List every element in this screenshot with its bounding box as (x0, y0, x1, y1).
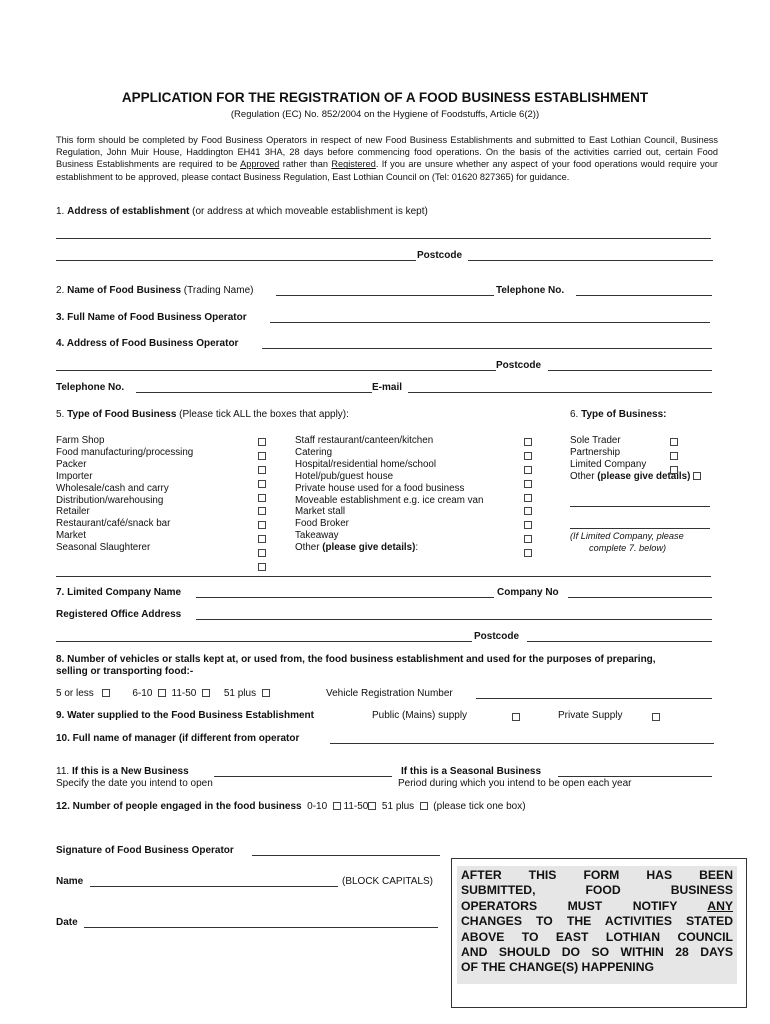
q2-telephone-field[interactable] (576, 295, 712, 296)
notice-box (451, 858, 747, 1008)
checkbox[interactable] (524, 480, 532, 488)
list-item: Other (please give details): (295, 542, 419, 554)
list-item: Packer (56, 458, 87, 470)
date-label: Date (56, 917, 78, 928)
checkbox[interactable] (670, 466, 678, 474)
q1-address-line-1[interactable] (56, 238, 711, 239)
checkbox[interactable] (258, 535, 266, 543)
q10-label: 10. Full name of manager (if different from operator (56, 733, 300, 744)
list-item: Staff restaurant/canteen/kitchen (295, 435, 434, 446)
q7-office-address-line-2[interactable] (56, 641, 472, 642)
q6-other-details-line-2[interactable] (570, 528, 710, 529)
q5-col2-checkboxes (524, 438, 532, 563)
q11-seasonal-period-field[interactable] (558, 776, 712, 777)
q4-email-label: E-mail (372, 382, 403, 393)
checkbox[interactable] (524, 507, 532, 515)
q4-postcode-label: Postcode (496, 360, 542, 371)
q5-label: 5. Type of Food Business (Please tick ALL the boxes that apply): (56, 409, 349, 420)
list-item: Hospital/residential home/school (295, 458, 437, 470)
q6-checkboxes (670, 438, 678, 480)
checkbox[interactable] (258, 438, 266, 446)
q7-office-address-line-1[interactable] (196, 619, 712, 620)
list-item: Catering (295, 446, 333, 458)
list-item: Food Broker (295, 518, 349, 530)
q8-label-1: 8. Number of vehicles or stalls kept at, or used from, the food business establishment and used for the purposes of preparing, (56, 654, 656, 665)
q11-seasonal-label: If this is a Seasonal Business (401, 766, 542, 777)
q11-label: 11. If this is a New Business (56, 766, 189, 777)
q9-private-label: Private Supply (558, 710, 623, 721)
q6-note-1: (If Limited Company, please (570, 531, 684, 541)
name-label: Name (56, 876, 84, 887)
list-item: Market (56, 530, 86, 542)
q4-postcode-field[interactable] (548, 370, 712, 371)
checkbox[interactable] (258, 452, 266, 460)
q7-company-no-label: Company No (497, 587, 559, 598)
q8-label-2: selling or transporting food:- (56, 666, 194, 677)
q6-label: 6. Type of Business: (570, 409, 667, 420)
list-item: Hotel/pub/guest house (295, 470, 394, 482)
checkbox[interactable] (524, 549, 532, 557)
checkbox[interactable] (524, 535, 532, 543)
checkbox[interactable] (258, 494, 266, 502)
checkbox[interactable] (258, 466, 266, 474)
q1-postcode-field[interactable] (468, 260, 713, 261)
checkbox[interactable] (258, 549, 266, 557)
q6-business-types (570, 435, 701, 483)
form-title: APPLICATION FOR THE REGISTRATION OF A FOOD BUSINESS ESTABLISHMENT (121, 90, 649, 105)
q9-public-label: Public (Mains) supply (372, 710, 468, 721)
q11-period-text: Period during which you intend to be open each year (398, 778, 632, 789)
list-item: Market stall (295, 506, 346, 518)
signature-field[interactable] (252, 855, 440, 856)
q1-address-line-2[interactable] (56, 260, 416, 261)
q4-address-line-2[interactable] (56, 370, 496, 371)
list-item: Other (please give details) (570, 471, 701, 483)
intro-paragraph: This form should be completed by Food Business Operators in respect of new Food Business Establishments and submitted to East Lothian Council, Business Regulation, John Muir House, Haddington EH41 3HA, 28 days before commencing food operations. On the basis of the activities carried out, certain Food Business Establishments are required to be Approved rather than Registered. If you are unsure whether any aspect of your food operations would require your establishment to be approved, please contact Business Regulation, East Lothian Council on (Tel: 01620 827365) for guidance. (56, 135, 718, 182)
list-item: Food manufacturing/processing (56, 446, 194, 458)
list-item: Moveable establishment e.g. ice cream van (295, 494, 484, 506)
q7-label: 7. Limited Company Name (56, 587, 182, 598)
q7-company-name-field[interactable] (196, 597, 494, 598)
list-item: Takeaway (295, 530, 339, 542)
q5-col1-checkboxes (258, 438, 266, 577)
checkbox[interactable] (524, 466, 532, 474)
q2-label: 2. Name of Food Business (Trading Name) (56, 285, 254, 296)
q3-label: 3. Full Name of Food Business Operator (56, 312, 247, 323)
list-item: Private house used for a food business (295, 482, 465, 494)
q8-vehicle-reg-field[interactable] (476, 698, 712, 699)
q4-email-field[interactable] (408, 392, 712, 393)
q2-trading-name-field[interactable] (276, 295, 494, 296)
checkbox[interactable] (524, 452, 532, 460)
checkbox[interactable] (420, 802, 428, 810)
q10-manager-name-field[interactable] (330, 743, 714, 744)
checkbox[interactable] (262, 689, 270, 697)
q8-vehicle-reg-label: Vehicle Registration Number (326, 688, 453, 699)
q3-operator-name-field[interactable] (270, 322, 710, 323)
date-field[interactable] (84, 927, 438, 928)
checkbox[interactable] (368, 802, 376, 810)
q8-options: 5 or less 6-10 11-50 51 plus (56, 688, 270, 699)
q9-public-checkbox[interactable] (512, 713, 520, 721)
signature-label: Signature of Food Business Operator (56, 845, 234, 856)
q6-other-details-line-1[interactable] (570, 506, 710, 507)
q4-telephone-label: Telephone No. (56, 382, 125, 393)
q9-label: 9. Water supplied to the Food Business Establishment (56, 710, 314, 721)
list-item: Sole Trader (570, 435, 621, 446)
form-subtitle: (Regulation (EC) No. 852/2004 on the Hygiene of Foodstuffs, Article 6(2)) (230, 109, 540, 120)
list-item: Partnership (570, 446, 621, 458)
list-item: Restaurant/café/snack bar (56, 518, 171, 530)
q6-note-2: complete 7. below) (589, 543, 667, 553)
block-capitals-note: (BLOCK CAPITALS) (342, 876, 433, 887)
q5-other-details-line[interactable] (56, 576, 711, 577)
checkbox[interactable] (524, 521, 532, 529)
q9-private-checkbox[interactable] (652, 713, 660, 721)
q4-telephone-field[interactable] (136, 392, 372, 393)
q7-postcode-label: Postcode (474, 631, 520, 642)
list-item: Distribution/warehousing (56, 494, 164, 506)
checkbox[interactable] (670, 438, 678, 446)
checkbox[interactable] (258, 563, 266, 571)
list-item: Farm Shop (56, 435, 105, 446)
q4-label: 4. Address of Food Business Operator (56, 338, 239, 349)
list-item: Seasonal Slaughterer (56, 542, 151, 554)
checkbox[interactable] (258, 521, 266, 529)
checkbox[interactable] (333, 802, 341, 810)
q12-row: 12. Number of people engaged in the food business 0-10 11-50 51 plus (please tick one box) (56, 801, 526, 812)
q7-office-label: Registered Office Address (56, 609, 182, 620)
notice-text: AFTER THIS FORM HAS BEEN SUBMITTED, FOOD BUSINESS OPERATORS MUST NOTIFY ANY CHANGES TO THE ACTIVITIES STATED ABOVE TO EAST LOTHIAN COUNCIL AND SHOULD DO SO WITHIN 28 DAYS OF THE CHANGE(S) HAPPENING (457, 866, 737, 984)
checkbox[interactable] (102, 689, 110, 697)
checkbox[interactable] (670, 452, 678, 460)
name-field[interactable] (90, 886, 338, 887)
checkbox[interactable] (258, 480, 266, 488)
checkbox[interactable] (524, 494, 532, 502)
list-item: Importer (56, 470, 93, 482)
checkbox[interactable] (524, 438, 532, 446)
q5-business-types-col1 (56, 435, 193, 554)
q7-postcode-field[interactable] (527, 641, 712, 642)
checkbox[interactable] (158, 689, 166, 697)
q7-company-no-field[interactable] (568, 597, 712, 598)
list-item: Wholesale/cash and carry (56, 482, 169, 494)
q2-telephone-label: Telephone No. (496, 285, 565, 296)
checkbox[interactable] (258, 507, 266, 515)
q1-label: 1. Address of establishment (or address at which moveable establishment is kept) (56, 206, 428, 217)
list-item: Retailer (56, 506, 90, 518)
list-item: Limited Company (570, 458, 647, 470)
q11-specify-text: Specify the date you intend to open (56, 778, 213, 789)
checkbox[interactable] (202, 689, 210, 697)
checkbox[interactable] (693, 472, 701, 480)
q4-address-line-1[interactable] (262, 348, 712, 349)
q11-open-date-field[interactable] (214, 776, 392, 777)
q1-postcode-label: Postcode (417, 250, 463, 261)
q5-business-types-col2 (295, 435, 483, 554)
